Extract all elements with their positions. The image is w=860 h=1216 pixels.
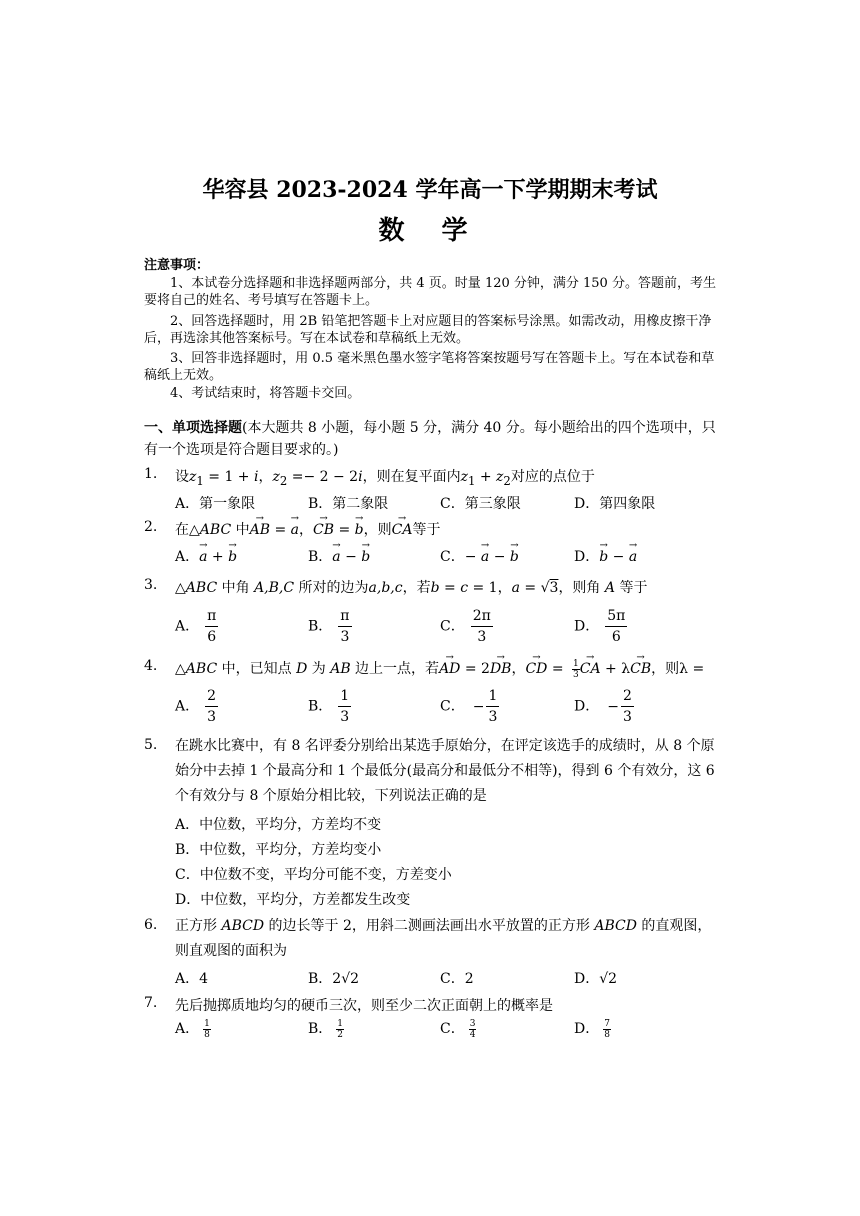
q2-option-d: D．→ b − → a	[574, 546, 637, 566]
section-1-heading	[144, 417, 724, 461]
q7-option-a: A． $\frac{1}{8}$	[175, 1018, 210, 1040]
section-1-title: 一、单项选择题	[144, 420, 242, 436]
q5-option-a: A．中位数，平均分，方差均不变	[175, 817, 382, 833]
q3-option-d: D． $\frac{5\pi}{6}$	[574, 608, 626, 645]
q2-option-b: B．→ a − → b	[308, 546, 370, 566]
q7-stem: 先后抛掷质地均匀的硬币三次，则至少二次正面朝上的概率是	[175, 998, 553, 1014]
q6-number: 6.	[144, 917, 158, 933]
q2-stem: 在△ABC 中→ AB = → a，→ CB = → b，则→ CA等于	[175, 519, 440, 539]
q5-option-d: D．中位数，平均分，方差都发生改变	[175, 892, 411, 908]
q7-number: 7.	[144, 995, 158, 1011]
q2-number: 2.	[144, 519, 158, 535]
subject-title: 数 学	[378, 216, 482, 246]
q4-option-a: A． $\frac{2}{3}$	[175, 688, 217, 725]
q5-option-b: B．中位数，平均分，方差均变小	[175, 842, 382, 858]
notice-item-1: 1、本试卷分选择题和非选择题两部分，共 4 页。时量 120 分钟，满分 150 分。答题前，考生要将自己的姓名、考号填写在答题卡上。	[144, 276, 716, 308]
q7-option-b: B． $\frac{1}{2}$	[308, 1018, 344, 1040]
q2-option-a: A．→ a + → b	[175, 546, 237, 566]
exam-title: 华容县 2023-2024 学年高一下学期期末考试	[202, 177, 658, 203]
q6-option-d: D．√2	[574, 971, 618, 987]
q3-option-a: A． $\frac{\pi}{6}$	[175, 608, 217, 645]
q3-number: 3.	[144, 577, 158, 593]
q4-option-d: D． − $\frac{2}{3}$	[574, 688, 632, 725]
q2-option-c: C．− → a − → b	[440, 546, 519, 566]
q6-stem: 正方形 ABCD 的边长等于 2，用斜二测画法画出水平放置的正方形 ABCD 的直观图，则直观图的面积为	[175, 918, 712, 959]
q4-stem: △ABC 中，已知点 D 为 AB 边上一点，若→ AD = 2→ DB，→ CD = $\frac{1}{3}$ → CA + λ→ CB，则λ =	[175, 658, 704, 680]
notice-item-4: 4、考试结束时，将答题卡交回。	[170, 386, 361, 401]
q1-stem: 设$z_1 = 1 + i$，$z_2 =- 2 - 2i$，则在复平面内$z_1 + z_2$对应的点位于	[175, 469, 595, 488]
notice-item-2: 2、回答选择题时，用 2B 铅笔把答题卡上对应题目的答案标号涂黑。如需改动，用橡皮擦干净后，再选涂其他答案标号。写在本试卷和草稿纸上无效。	[144, 314, 712, 346]
q4-option-c: C． − $\frac{1}{3}$	[440, 688, 498, 725]
q7-option-c: C． $\frac{3}{4}$	[440, 1018, 476, 1040]
q6-option-a: A．4	[175, 971, 209, 987]
q5-stem: 在跳水比赛中，有 8 名评委分别给出某选手原始分，在评定该选手的成绩时，从 8 个原始分中去掉 1 个最高分和 1 个最低分(最高分和最低分不相等)，得到 6 个有效分，这 6 个有效分与 8 个原始分相比较，下列说法正确的是	[175, 738, 715, 804]
q6-option-c: C．2	[440, 971, 474, 987]
q1-number: 1.	[144, 466, 158, 482]
q4-number: 4.	[144, 658, 158, 674]
q3-stem: △ABC 中角 A,B,C 所对的边为a,b,c，若b = c = 1，a = √3，则角 A 等于	[175, 580, 648, 596]
q1-option-b: B．第二象限	[308, 496, 389, 512]
q3-option-c: C． $\frac{2\pi}{3}$	[440, 608, 491, 645]
notice-heading: 注意事项：	[144, 258, 210, 273]
notice-item-3: 3、回答非选择题时，用 0.5 毫米黑色墨水签字笔将答案按题号写在答题卡上。写在本试卷和草稿纸上无效。	[144, 351, 715, 383]
q1-option-d: D．第四象限	[574, 496, 656, 512]
q1-option-a: A．第一象限	[175, 496, 256, 512]
q3-option-b: B． $\frac{\pi}{3}$	[308, 608, 350, 645]
q6-option-b: B．2√2	[308, 971, 360, 987]
q1-option-c: C．第三象限	[440, 496, 521, 512]
q5-option-c: C．中位数不变，平均分可能不变，方差变小	[175, 867, 452, 883]
q7-option-d: D． $\frac{7}{8}$	[574, 1018, 610, 1040]
q5-number: 5.	[144, 737, 158, 753]
q4-option-b: B． $\frac{1}{3}$	[308, 688, 350, 725]
section-1-desc: (本大题共 8 小题，每小题 5 分，满分 40 分。每小题给出的四个选项中，只有一个选项是符合题目要求的。)	[144, 420, 716, 458]
